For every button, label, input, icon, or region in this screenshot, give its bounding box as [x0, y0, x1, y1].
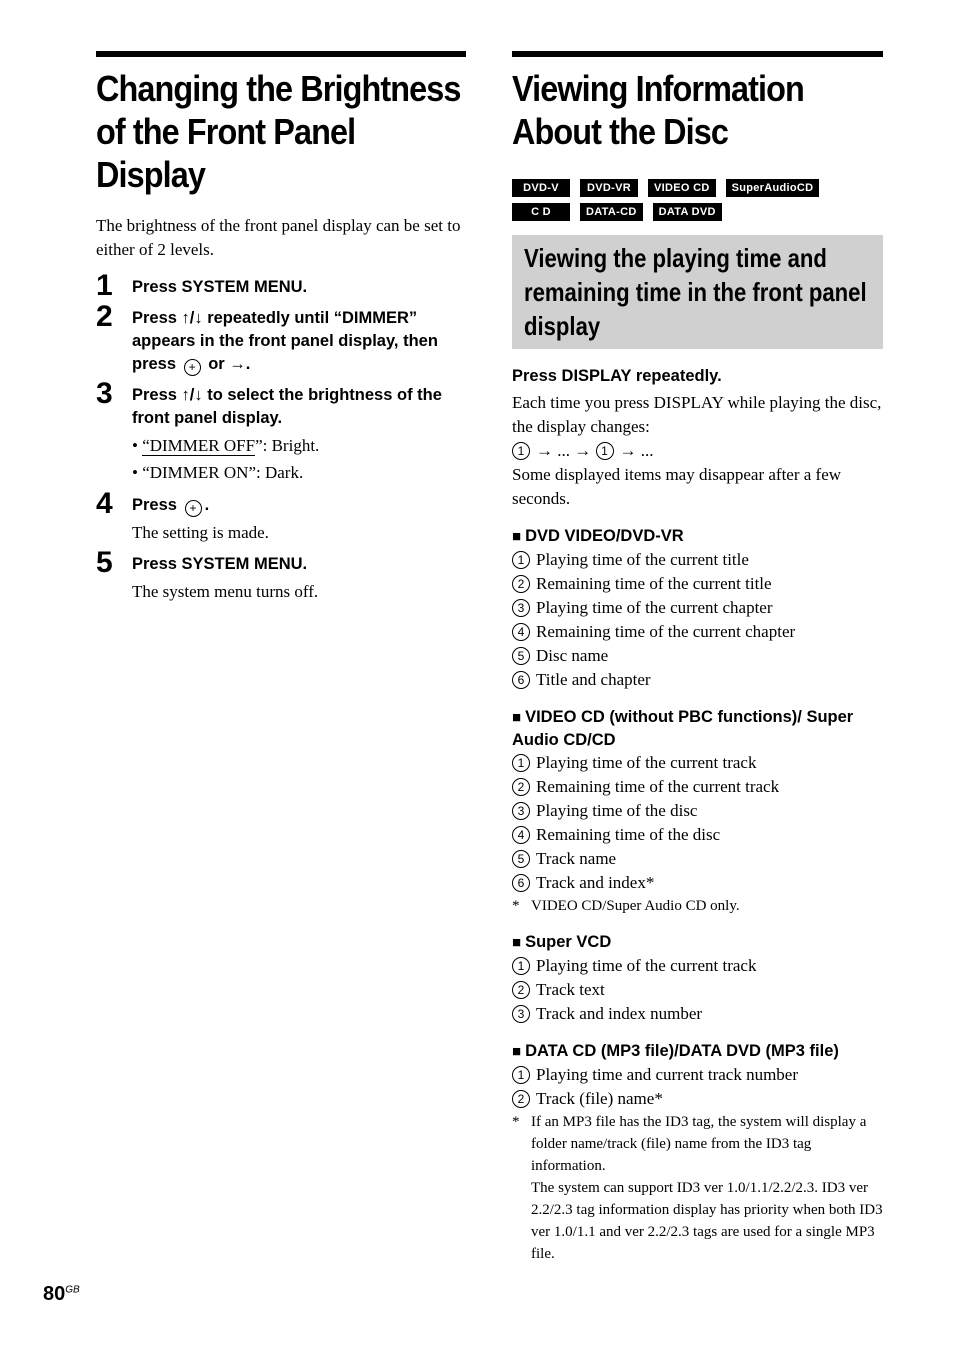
page-title-disc-info: Viewing Information About the Disc	[512, 68, 804, 152]
step-text: Press ↑/↓ to select the brightness of the front panel display.	[132, 386, 442, 427]
disc-type-badges	[512, 179, 852, 221]
section-list-dvd	[512, 548, 883, 692]
step-5	[96, 546, 466, 604]
list-item: 5 Track name	[512, 847, 883, 871]
step-text: Press SYSTEM MENU.	[132, 555, 308, 573]
press-display-instruction: Press DISPLAY repeatedly.	[512, 367, 722, 385]
footnote: * If an MP3 file has the ID3 tag, the system will display a folder name/track (file) name from the ID3 tag information.	[512, 1114, 867, 1174]
step-text-b: or →.	[208, 355, 251, 373]
list-item: 3 Track and index number	[512, 1002, 883, 1026]
section-head-dvd: ■ DVD VIDEO/DVD-VR	[512, 527, 684, 545]
badge-dvd-v: DVD-V	[512, 179, 570, 197]
disappear-note: Some displayed items may disappear after a few seconds.	[512, 465, 842, 508]
intro-text: The brightness of the front panel display can be set to either of 2 levels.	[96, 216, 461, 259]
step-text	[132, 307, 466, 376]
footnote-cont: The system can support ID3 ver 1.0/1.1/2.2/2.3. ID3 ver 2.2/2.3 tag information display has priority when both ID3 ver 1.0/1.1 and ver 2.2/2.3 tags are used for a single MP3 file.	[531, 1180, 883, 1262]
step-number: 1	[96, 269, 113, 302]
badge-super-audio-cd: SuperAudioCD	[726, 179, 820, 197]
step-body: The setting is made.	[132, 523, 269, 542]
list-item: 1 Playing time of the current title	[512, 548, 883, 572]
badge-data-dvd: DATA DVD	[653, 203, 722, 221]
section-list-svcd	[512, 954, 883, 1026]
section-list-vcd	[512, 751, 883, 917]
display-changes-text: Each time you press DISPLAY while playing the disc, the display changes:	[512, 393, 882, 436]
page-number: $80^{GB}$	[43, 1283, 80, 1305]
section-head-vcd: ■ VIDEO CD (without PBC functions)/ Super Audio CD/CD	[512, 708, 854, 749]
list-item: 2 Remaining time of the current track	[512, 775, 883, 799]
subheading: Viewing the playing time and remaining time in the front panel display	[512, 235, 883, 349]
bullet-dimmer-on: • “DIMMER ON”: Dark.	[132, 463, 304, 482]
step-4	[96, 487, 466, 545]
list-item: 1 Playing time of the current track	[512, 751, 883, 775]
right-column	[512, 51, 883, 1265]
badge-cd: C D	[512, 203, 570, 221]
section-head-svcd: ■ Super VCD	[512, 933, 612, 951]
step-number: 3	[96, 377, 113, 410]
heading-rule	[96, 51, 466, 57]
section-list-data	[512, 1063, 883, 1265]
step-text: Press + .	[132, 496, 210, 515]
list-item: 4 Remaining time of the disc	[512, 823, 883, 847]
section-head-data: ■ DATA CD (MP3 file)/DATA DVD (MP3 file)	[512, 1042, 839, 1060]
list-item: 4 Remaining time of the current chapter	[512, 620, 883, 644]
bullet-dimmer-off: • “DIMMER OFF”: Bright.	[132, 436, 320, 455]
step-text: Press SYSTEM MENU.	[132, 278, 308, 296]
badge-data-cd: DATA-CD	[580, 203, 643, 221]
step-body: The system menu turns off.	[132, 582, 319, 601]
step-2	[96, 300, 466, 376]
step-1	[96, 269, 466, 302]
list-item: 6 Track and index*	[512, 871, 883, 895]
enter-button-icon: +	[184, 359, 201, 376]
list-item: 1 Playing time of the current track	[512, 954, 883, 978]
display-sequence: 1 → ... → 1 → ...	[512, 439, 883, 463]
footnote: * VIDEO CD/Super Audio CD only.	[512, 898, 740, 914]
step-3	[96, 377, 466, 486]
list-item: 3 Playing time of the current chapter	[512, 596, 883, 620]
list-item: 2 Track (file) name*	[512, 1087, 883, 1111]
badge-video-cd: VIDEO CD	[648, 179, 716, 197]
circled-1-icon: 1	[596, 442, 614, 460]
badge-dvd-vr: DVD-VR	[580, 179, 638, 197]
step-number: 2	[96, 300, 113, 333]
list-item: 5 Disc name	[512, 644, 883, 668]
page-title-brightness: Changing the Brightness of the Front Panel Display	[96, 68, 461, 195]
left-column	[96, 51, 466, 604]
step-text-a: Press ↑/↓ repeatedly until “DIMMER” appears in the front panel display, then press	[132, 309, 438, 373]
step-number: 4	[96, 487, 113, 520]
heading-rule	[512, 51, 883, 57]
enter-button-icon: +	[185, 500, 202, 517]
list-item: 2 Track text	[512, 978, 883, 1002]
list-item: 6 Title and chapter	[512, 668, 883, 692]
circled-1-icon: 1	[512, 442, 530, 460]
step-number: 5	[96, 546, 113, 579]
list-item: 3 Playing time of the disc	[512, 799, 883, 823]
list-item: 2 Remaining time of the current title	[512, 572, 883, 596]
list-item: 1 Playing time and current track number	[512, 1063, 883, 1087]
